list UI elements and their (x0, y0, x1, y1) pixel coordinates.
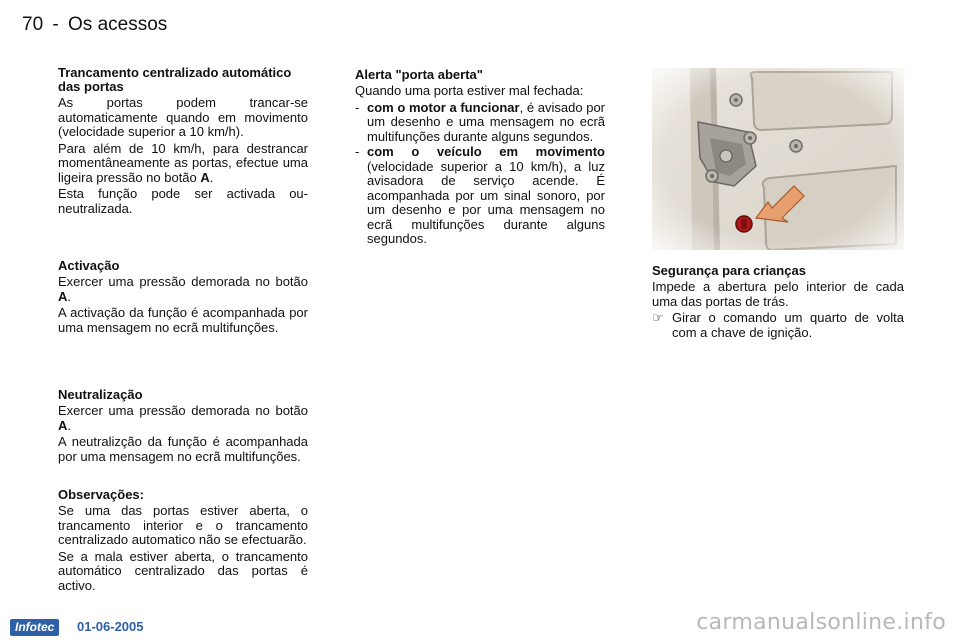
footer-date: 01-06-2005 (77, 619, 144, 634)
section-title: Segurança para crianças (652, 263, 806, 278)
section-title: Alerta "porta aberta" (355, 67, 483, 82)
dash-bullet: - (355, 99, 360, 115)
door-lock-illustration (652, 68, 904, 250)
list-item: ☞ Girar o comando um quarto de volta com a chave de ignição. (652, 310, 904, 340)
section-auto-locking (58, 66, 308, 218)
paragraph: Se uma das portas estiver aberta, o trancamento interior e o trancamento centralizado automatico não se efectuarão. (58, 503, 308, 547)
paragraph: A neutralizção da função é acompanhada por uma mensagem no ecrã multifunções. (58, 434, 308, 464)
dash-bullet: - (355, 144, 360, 159)
section-title: Trancamento centralizado automático das portas (58, 65, 292, 94)
button-a-ref: A (58, 417, 68, 433)
list-item: - com o veículo em movimento (velocidade superior a 10 km/h), a luz avisadora de serviço acende. É acompanhada por um sinal sonoro, por um desenho e por uma mensagem no ecrã multifunções durante alguns segundos. (355, 144, 605, 246)
page-number: 70 (22, 14, 44, 35)
paragraph: Quando uma porta estiver mal fechada: (355, 83, 584, 98)
section-observations (58, 488, 308, 595)
button-a-ref: A (58, 288, 68, 304)
paragraph: A activação da função é acompanhada por uma mensagem no ecrã multifunções. (58, 305, 308, 335)
page-header (22, 14, 171, 36)
button-a-ref: A (200, 169, 210, 185)
paragraph: Para além de 10 km/h, para destrancar momentâneamente as portas, efectue uma ligeira pressão no botão A. (58, 140, 308, 185)
section-activation (58, 259, 308, 337)
infotec-badge: Infotec (10, 619, 59, 636)
section-title: Activação (58, 258, 120, 273)
door-lock-illustration-svg (652, 68, 904, 250)
paragraph: Esta função pode ser activada ou-neutralizada. (58, 186, 308, 216)
watermark: carmanualsonline.info (696, 610, 946, 635)
column-middle (355, 68, 605, 248)
paragraph: Exercer uma pressão demorada no botão A. (58, 403, 308, 433)
paragraph: As portas podem trancar-se automaticamente quando em movimento (velocidade superior a 10 km/h). (58, 95, 308, 139)
list-item: - com o motor a funcionar, é avisado por um desenho e uma mensagem no ecrã multifunções durante alguns segundos. (355, 99, 606, 144)
page-title: Os acessos (68, 14, 168, 35)
column-right (652, 264, 904, 341)
section-title: Neutralização (58, 387, 143, 402)
paragraph: Exercer uma pressão demorada no botão A. (58, 274, 308, 304)
header-separator: - (52, 14, 59, 35)
pointing-hand-icon: ☞ (652, 310, 664, 325)
paragraph: Impede a abertura pelo interior de cada uma das portas de trás. (652, 279, 904, 309)
section-title: Observações: (58, 487, 144, 502)
section-neutralization (58, 388, 308, 466)
paragraph: Se a mala estiver aberta, o trancamento automático centralizado das portas é activo. (58, 548, 308, 593)
